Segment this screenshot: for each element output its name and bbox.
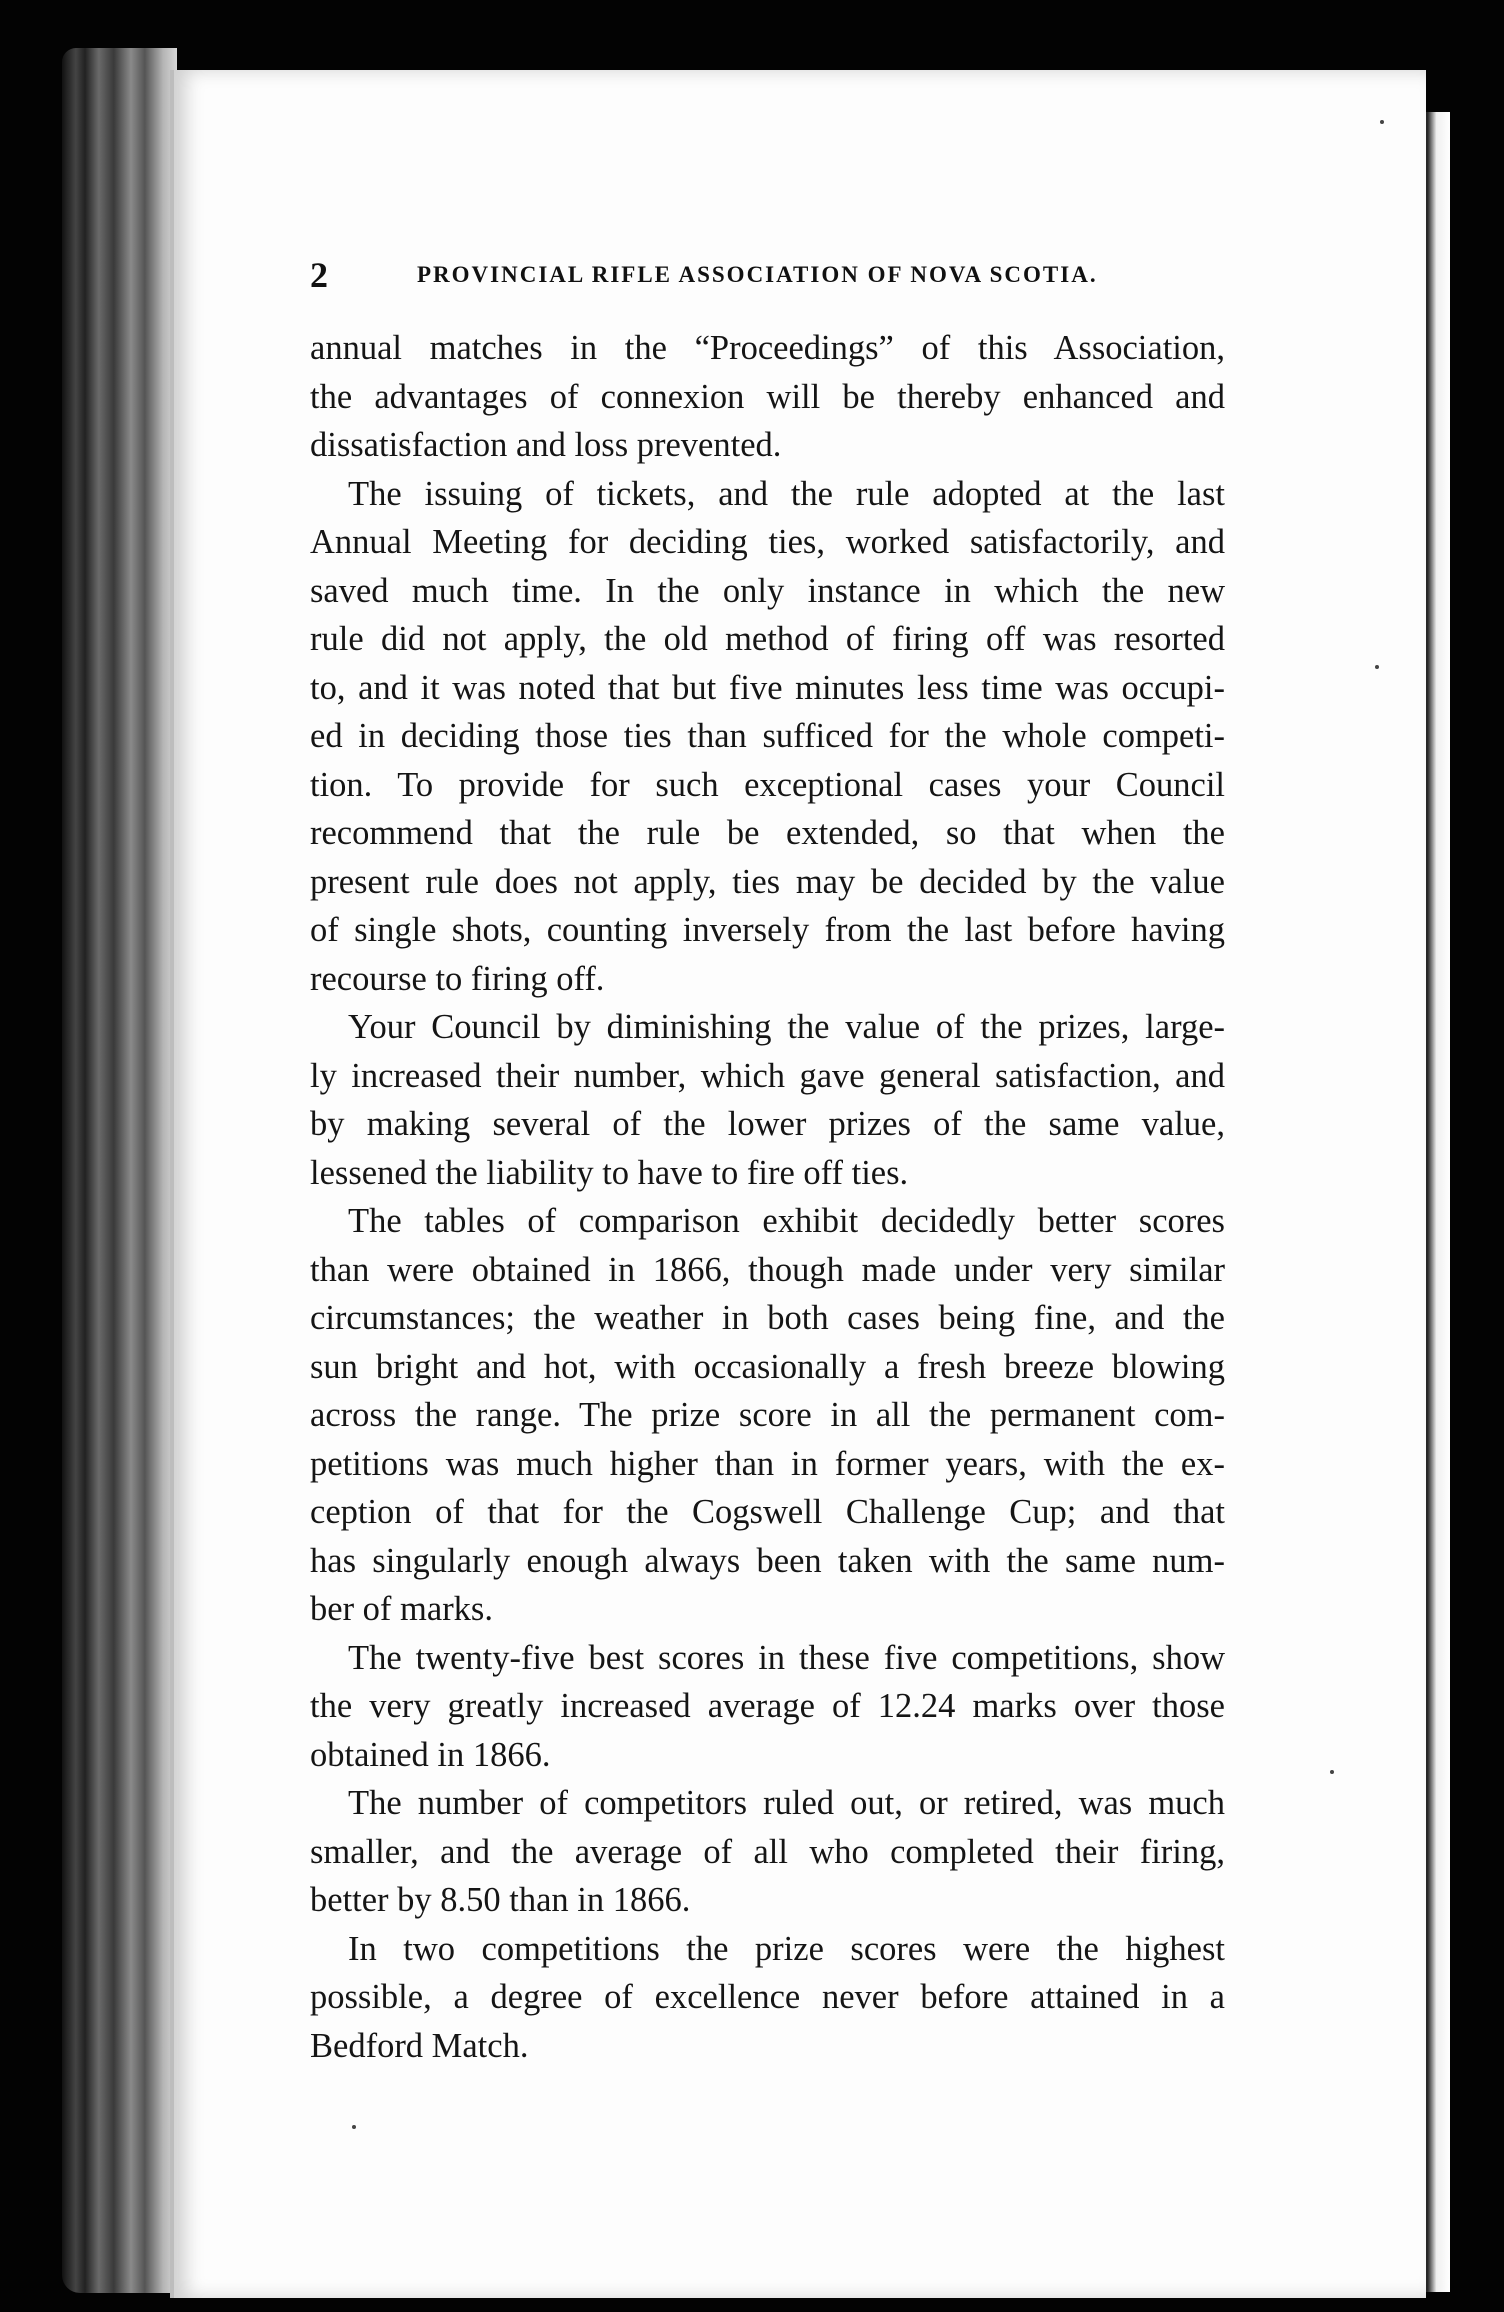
text-line: The tables of comparison exhibit decidedly better scores (348, 1202, 1225, 1240)
text-line: annual matches in the “Proceedings” of this Association, (310, 329, 1225, 367)
paragraph (310, 1925, 1225, 2071)
text-line: recourse to firing off. (310, 959, 605, 998)
text-line: rule did not apply, the old method of firing off was resorted (310, 620, 1225, 658)
scan-speck (1380, 120, 1384, 124)
text-line: The issuing of tickets, and the rule adopted at the last (348, 474, 1225, 513)
text-line: circumstances; the weather in both cases being fine, and the (310, 1299, 1225, 1337)
paragraph (310, 1634, 1225, 1780)
text-line: to, and it was noted that but five minutes less time was occupi- (310, 668, 1225, 707)
running-head (310, 255, 1250, 298)
text-line: across the range. The prize score in all the permanent com- (310, 1396, 1225, 1434)
text-line: In two competitions the prize scores were the highest (348, 1929, 1225, 1968)
text-line: has singularly enough always been taken with the same num- (310, 1541, 1225, 1580)
text-line: tion. To provide for such exceptional cases your Council (310, 765, 1225, 804)
text-line: dissatisfaction and loss prevented. (310, 426, 782, 464)
scan-speck (1330, 1770, 1334, 1774)
text-line: the very greatly increased average of 12.24 marks over those (310, 1687, 1225, 1725)
text-line: than were obtained in 1866, though made under very similar (310, 1250, 1225, 1289)
text-line: Bedford Match. (310, 2026, 529, 2065)
text-line: present rule does not apply, ties may be decided by the value (310, 862, 1225, 901)
text-line: saved much time. In the only instance in which the new (310, 571, 1225, 610)
running-head-title: PROVINCIAL RIFLE ASSOCIATION OF NOVA SCOTIA. (417, 262, 1098, 287)
scan-speck (1375, 665, 1379, 669)
paragraph (310, 1003, 1225, 1197)
text-line: ception of that for the Cogswell Challenge Cup; and that (310, 1493, 1225, 1531)
text-line: The number of competitors ruled out, or retired, was much (348, 1784, 1225, 1822)
page-number: 2 (310, 255, 328, 295)
text-line: ly increased their number, which gave general satisfaction, and (310, 1056, 1225, 1095)
body-text (310, 324, 1225, 2070)
paragraph (310, 324, 1225, 470)
text-line: petitions was much higher than in former years, with the ex- (310, 1444, 1225, 1483)
text-line: by making several of the lower prizes of the same value, (310, 1105, 1225, 1143)
text-line: sun bright and hot, with occasionally a fresh breeze blowing (310, 1347, 1225, 1386)
text-line: the advantages of connexion will be thereby enhanced and (310, 377, 1225, 416)
scan-speck (352, 2125, 356, 2129)
paragraph (310, 1779, 1225, 1925)
text-line: possible, a degree of excellence never before attained in a (310, 1978, 1225, 2016)
text-line: ber of marks. (310, 1590, 493, 1628)
text-line: Your Council by diminishing the value of the prizes, large- (348, 1008, 1225, 1046)
paragraph (310, 470, 1225, 1004)
text-line: Annual Meeting for deciding ties, worked satisfactorily, and (310, 523, 1225, 561)
text-line: ed in deciding those ties than sufficed for the whole competi- (310, 717, 1225, 755)
text-line: better by 8.50 than in 1866. (310, 1881, 691, 1919)
text-line: of single shots, counting inversely from the last before having (310, 911, 1225, 949)
text-line: lessened the liability to have to fire off ties. (310, 1153, 909, 1192)
text-line: The twenty-five best scores in these five competitions, show (348, 1638, 1225, 1677)
text-line: smaller, and the average of all who completed their firing, (310, 1832, 1225, 1871)
book-page-edges (62, 48, 177, 2293)
paragraph (310, 1197, 1225, 1634)
text-line: obtained in 1866. (310, 1735, 551, 1774)
text-line: recommend that the rule be extended, so that when the (310, 814, 1225, 852)
